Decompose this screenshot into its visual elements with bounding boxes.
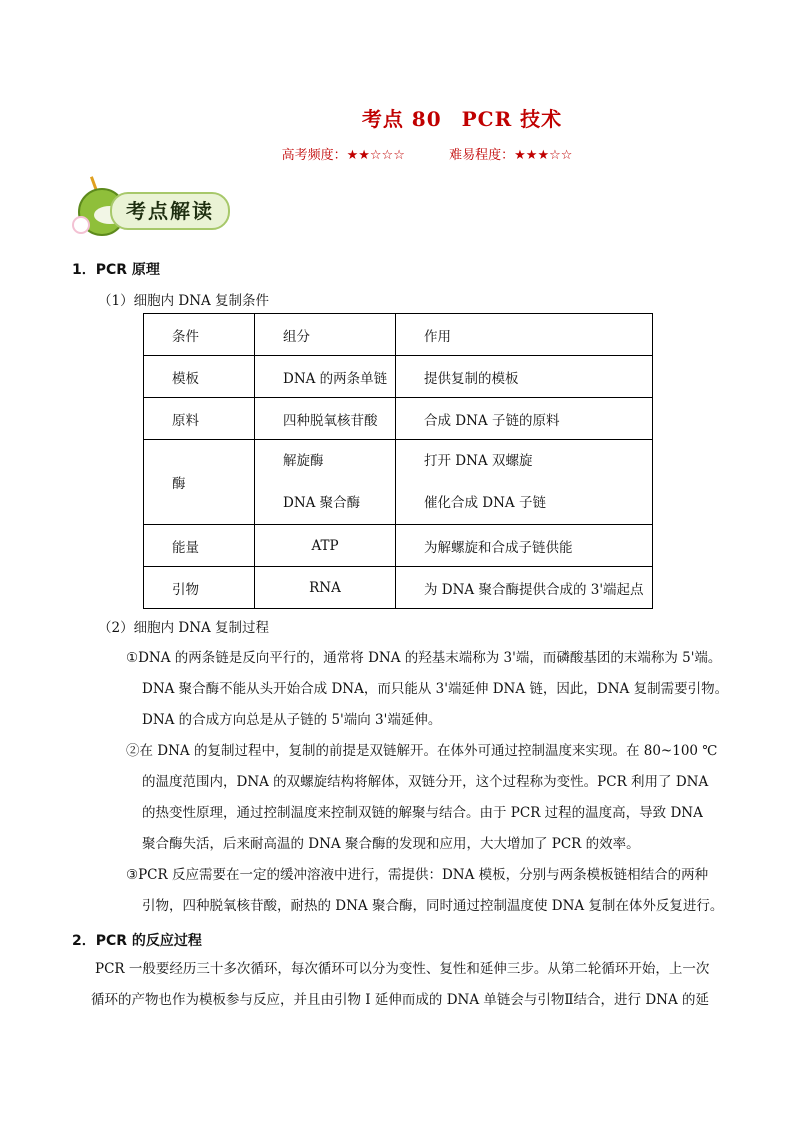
text-line: PCR 一般要经历三十多次循环，每次循环可以分为变性、复性和延伸三步。从第二轮循环开始，上一次 bbox=[95, 961, 710, 977]
section-heading-principle: 1．PCR 原理 bbox=[72, 262, 160, 278]
text-line: 的热变性原理，通过控制温度来控制双链的解聚与结合。由于 PCR 过程的温度高，导致 DNA bbox=[142, 805, 703, 821]
table-row bbox=[144, 398, 653, 440]
table-cell: DNA 的两条单链 bbox=[255, 356, 396, 398]
difficulty-stars: ★★★☆☆ bbox=[514, 148, 573, 163]
cell-line: 解旋酶 bbox=[283, 452, 324, 469]
table-row bbox=[144, 525, 653, 567]
table-row bbox=[144, 567, 653, 609]
table-cell: 为解螺旋和合成子链供能 bbox=[396, 525, 653, 567]
cell-line: 打开 DNA 双螺旋 bbox=[424, 452, 533, 469]
badge-label: 考点解读 bbox=[110, 192, 230, 230]
section-badge bbox=[70, 176, 230, 236]
table-cell: 提供复制的模板 bbox=[396, 356, 653, 398]
paragraph-pcr-cycles bbox=[91, 954, 710, 1016]
frequency-label: 高考频度： bbox=[281, 148, 347, 163]
paragraph-antiparallel bbox=[126, 643, 728, 736]
text-line: 聚合酶失活，后来耐高温的 DNA 聚合酶的发现和应用，大大增加了 PCR 的效率。 bbox=[142, 836, 640, 852]
text-line: 循环的产物也作为模板参与反应，并且由引物 I 延伸而成的 DNA 单链会与引物Ⅱ结合，进行 DNA 的延 bbox=[91, 992, 710, 1008]
text-line: DNA 聚合酶不能从头开始合成 DNA，而只能从 3'端延伸 DNA 链，因此，DNA 复制需要引物。 bbox=[142, 681, 729, 697]
section-heading-process: 2．PCR 的反应过程 bbox=[72, 933, 202, 949]
text-line: 引物，四种脱氧核苷酸，耐热的 DNA 聚合酶，同时通过控制温度使 DNA 复制在体外反复进行。 bbox=[142, 898, 724, 914]
table-cell bbox=[255, 440, 396, 525]
table-header-cell: 条件 bbox=[144, 314, 255, 356]
cell-line: DNA 聚合酶 bbox=[283, 494, 361, 511]
subheading-conditions: （1）细胞内 DNA 复制条件 bbox=[98, 293, 270, 309]
text-line: ②在 DNA 的复制过程中，复制的前提是双链解开。在体外可通过控制温度来实现。在 80~100 ℃ bbox=[126, 743, 718, 759]
table-cell: 模板 bbox=[144, 356, 255, 398]
table-cell bbox=[396, 440, 653, 525]
paragraph-denaturation bbox=[126, 736, 717, 860]
subheading-process: （2）细胞内 DNA 复制过程 bbox=[98, 620, 270, 636]
cell-line: 催化合成 DNA 子链 bbox=[424, 494, 546, 511]
table-cell: 为 DNA 聚合酶提供合成的 3'端起点 bbox=[396, 567, 653, 609]
text-line: DNA 的合成方向总是从子链的 5'端向 3'端延伸。 bbox=[142, 712, 442, 728]
table-header-cell: 组分 bbox=[255, 314, 396, 356]
text-line: ③PCR 反应需要在一定的缓冲溶液中进行，需提供：DNA 模板，分别与两条模板链相结合的两种 bbox=[126, 867, 709, 883]
table-cell: 引物 bbox=[144, 567, 255, 609]
text-line: 的温度范围内，DNA 的双螺旋结构将解体，双链分开，这个过程称为变性。PCR 利用了 DNA bbox=[142, 774, 709, 790]
table-row bbox=[144, 356, 653, 398]
table-header-row bbox=[144, 314, 653, 356]
table-cell: 酶 bbox=[144, 440, 255, 525]
paragraph-reaction-requirements bbox=[126, 860, 723, 922]
text-line: ①DNA 的两条链是反向平行的，通常将 DNA 的羟基末端称为 3'端，而磷酸基团的末端称为 5'端。 bbox=[126, 650, 722, 666]
replication-conditions-table bbox=[143, 313, 653, 609]
table-cell: ATP bbox=[255, 525, 396, 567]
flower-icon bbox=[72, 216, 90, 234]
table-cell: 合成 DNA 子链的原料 bbox=[396, 398, 653, 440]
table-header-cell: 作用 bbox=[396, 314, 653, 356]
table-cell: 能量 bbox=[144, 525, 255, 567]
title-topic-name: PCR 技术 bbox=[461, 107, 563, 131]
table-cell: 原料 bbox=[144, 398, 255, 440]
title-topic-number: 考点 80 bbox=[361, 107, 442, 131]
difficulty-label: 难易程度： bbox=[449, 148, 515, 163]
table-cell: RNA bbox=[255, 567, 396, 609]
page-title bbox=[0, 103, 794, 132]
frequency-stars: ★★☆☆☆ bbox=[346, 148, 405, 163]
table-cell: 四种脱氧核苷酸 bbox=[255, 398, 396, 440]
rating-row bbox=[0, 144, 794, 163]
table-row bbox=[144, 440, 653, 525]
